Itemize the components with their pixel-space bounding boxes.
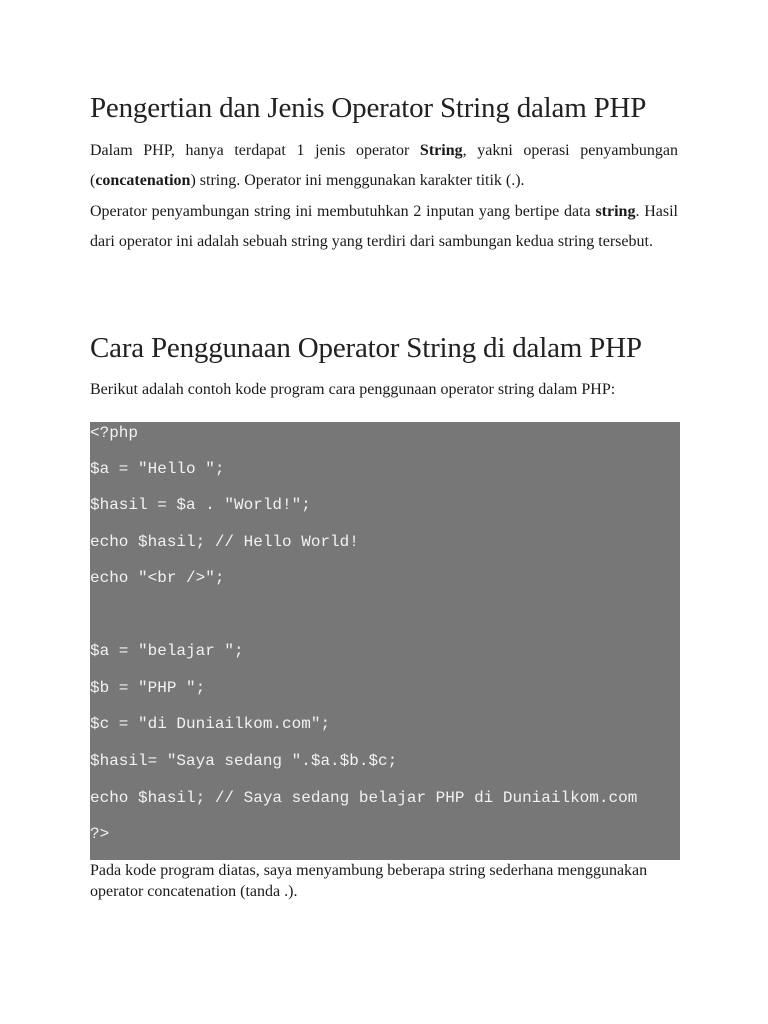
heading-pengertian: Pengertian dan Jenis Operator String dalam PHP	[90, 92, 647, 124]
code-line: <?php	[90, 424, 139, 442]
paragraph-code-explanation: Pada kode program diatas, saya menyambung beberapa string sederhana menggunakan operator concatenation (tanda .).	[90, 862, 648, 900]
paragraph-intro-text-d: ) string. Operator ini menggunakan karakter titik (.).	[190, 172, 525, 189]
paragraph-operator-text-a: Operator penyambungan string ini membutuhkan 2 inputan yang bertipe data	[90, 203, 596, 220]
code-line: $hasil = $a . "World!";	[90, 496, 311, 514]
paragraph-intro-text-c: , yakni operasi penyambungan (	[90, 142, 678, 189]
code-line: echo $hasil; // Saya sedang belajar PHP di Duniailkom.com	[90, 789, 638, 807]
bold-string-term: String	[419, 142, 463, 159]
paragraph-intro-text-a: Dalam PHP, hanya terdapat 1 jenis operator	[90, 142, 420, 159]
code-line: $hasil= "Saya sedang ".$a.$b.$c;	[90, 752, 398, 770]
paragraph-operator-text-c: . Hasil dari operator ini adalah sebuah string yang terdiri dari sambungan kedua string tersebut.	[90, 203, 678, 250]
code-line: echo $hasil; // Hello World!	[90, 533, 359, 551]
code-line: ?>	[90, 825, 110, 843]
code-line: echo "<br />";	[90, 569, 225, 587]
paragraph-intro	[90, 136, 678, 196]
bold-string-type: string	[595, 203, 636, 220]
paragraph-code-intro: Berikut adalah contoh kode program cara penggunaan operator string dalam PHP:	[90, 381, 616, 398]
code-line: $b = "PHP ";	[90, 679, 206, 697]
heading-cara-penggunaan: Cara Penggunaan Operator String di dalam PHP	[90, 332, 642, 364]
code-line: $c = "di Duniailkom.com";	[90, 715, 331, 733]
code-line: $a = "belajar ";	[90, 642, 244, 660]
paragraph-operator-desc	[90, 197, 678, 257]
code-block	[90, 422, 680, 860]
bold-concatenation-term: concatenation	[95, 172, 191, 189]
code-line: $a = "Hello ";	[90, 460, 225, 478]
